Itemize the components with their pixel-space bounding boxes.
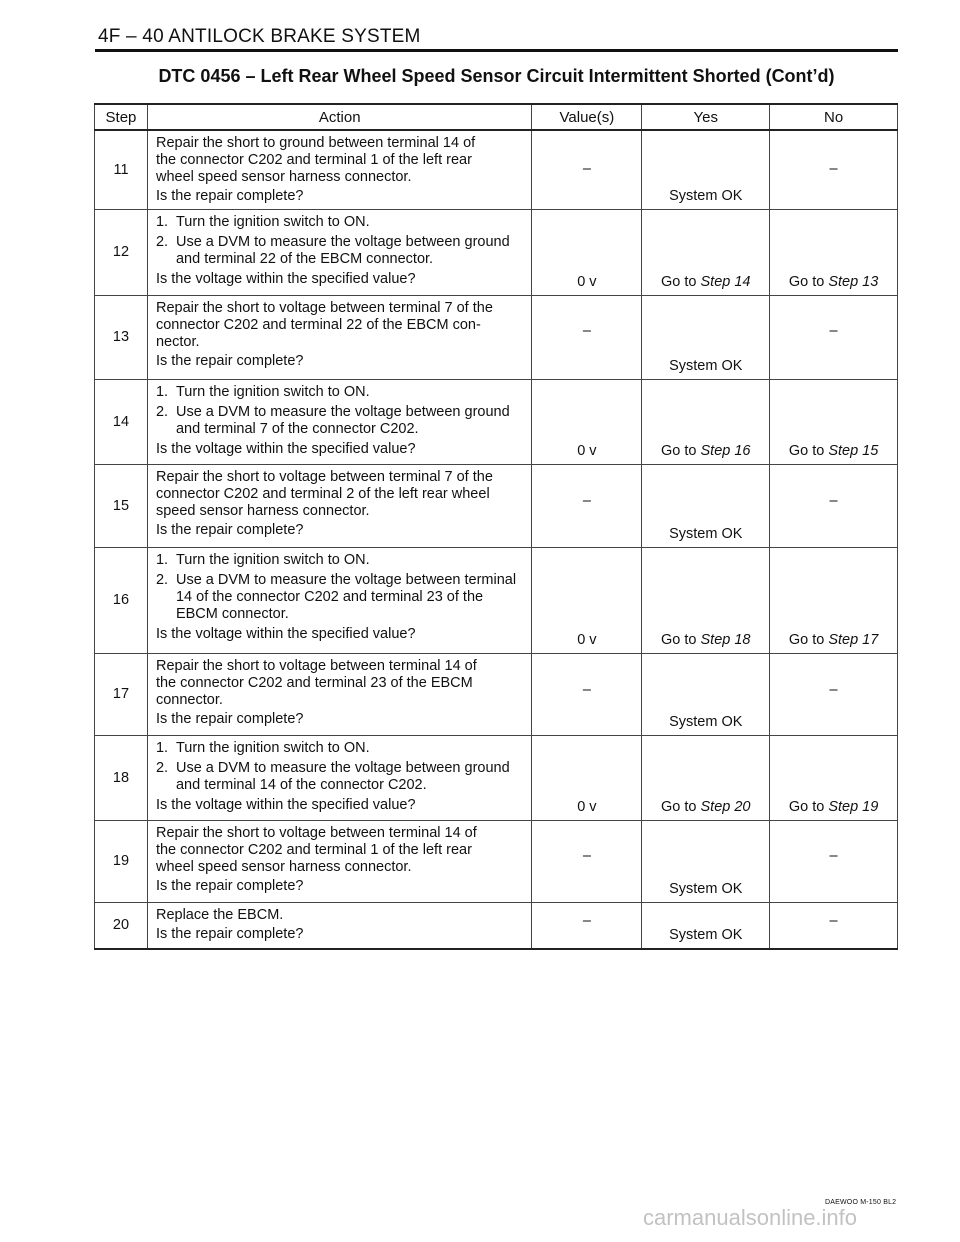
action-item-text: Use a DVM to measure the voltage between ground and terminal 7 of the connector C202. <box>175 404 510 437</box>
value-text: 0 v <box>577 632 597 648</box>
action-list-item <box>156 214 525 231</box>
table-row <box>95 296 898 380</box>
action-question: Is the repair complete? <box>155 188 304 204</box>
yes-result <box>642 927 769 944</box>
step-number: 14 <box>112 413 130 430</box>
step-number: 15 <box>112 497 130 514</box>
yes-cell <box>642 654 770 736</box>
action-list-item <box>156 384 525 401</box>
action-line: Repair the short to voltage between terminal 14 of <box>155 658 477 674</box>
step-number: 13 <box>112 329 130 345</box>
action-line: Repair the short to voltage between terminal 14 of <box>155 825 477 841</box>
value-cell <box>532 903 642 950</box>
step-number: 17 <box>112 686 130 702</box>
no-result <box>770 799 897 816</box>
no-cell-inner <box>770 548 897 653</box>
value-cell <box>532 130 642 210</box>
diagnostic-table <box>94 103 898 950</box>
step-cell-inner <box>95 296 147 379</box>
step-cell-inner <box>95 380 147 464</box>
action-question: Is the repair complete? <box>155 711 304 727</box>
action-question: Is the voltage within the specified value? <box>155 626 416 642</box>
action-cell-inner <box>148 548 531 653</box>
no-result <box>770 632 897 649</box>
no-cell <box>770 654 898 736</box>
no-result <box>770 274 897 291</box>
no-result-text: Go to <box>788 632 829 648</box>
table-row <box>95 548 898 654</box>
table-row <box>95 654 898 736</box>
yes-result-text: Go to <box>661 632 701 648</box>
yes-result <box>642 358 769 375</box>
yes-cell-inner <box>642 465 769 547</box>
step-cell <box>95 296 148 380</box>
action-cell <box>147 654 531 736</box>
page-header: 4F – 40 ANTILOCK BRAKE SYSTEM <box>98 26 421 47</box>
action-item-number: 1. <box>155 214 169 230</box>
no-result <box>770 493 897 510</box>
action-item-number: 2. <box>155 234 169 250</box>
value-cell-inner <box>532 736 641 820</box>
yes-cell-inner <box>642 210 769 295</box>
step-cell <box>95 465 148 548</box>
action-list-item <box>156 572 525 623</box>
action-line: the connector C202 and terminal 23 of the EBCM <box>155 675 473 691</box>
yes-result <box>642 632 769 649</box>
yes-cell <box>642 465 770 548</box>
action-cell <box>147 380 531 465</box>
no-cell-inner <box>770 821 897 902</box>
yes-cell-inner <box>642 654 769 735</box>
action-line: connector. <box>155 692 223 708</box>
no-step-link: Step 15 <box>828 443 879 459</box>
value-cell <box>532 465 642 548</box>
action-cell-inner <box>148 131 531 209</box>
action-item-text: Use a DVM to measure the voltage between ground and terminal 22 of the EBCM connector. <box>175 234 510 267</box>
table-row <box>95 821 898 903</box>
action-question: Is the voltage within the specified value? <box>155 271 416 287</box>
step-cell <box>95 210 148 296</box>
footer-code: DAEWOO M-150 BL2 <box>825 1199 897 1206</box>
yes-cell <box>642 380 770 465</box>
yes-result-text: System OK <box>669 927 743 943</box>
action-list-item <box>156 760 525 794</box>
column-header-values: Value(s) <box>532 104 642 130</box>
action-line: connector C202 and terminal 22 of the EBCM con- <box>155 317 481 333</box>
action-line: Replace the EBCM. <box>155 907 284 923</box>
value-text: 0 v <box>577 443 597 459</box>
value-cell-inner <box>532 131 641 209</box>
no-step-link: Step 19 <box>828 799 879 815</box>
action-cell <box>147 296 531 380</box>
table-body <box>95 130 898 949</box>
yes-cell-inner <box>642 131 769 209</box>
action-list-item <box>156 552 525 569</box>
yes-cell-inner <box>642 821 769 902</box>
step-number: 20 <box>112 917 130 933</box>
value-cell-inner <box>532 548 641 653</box>
yes-result-text: System OK <box>669 526 743 542</box>
action-line: wheel speed sensor harness connector. <box>155 169 412 185</box>
table-row <box>95 210 898 296</box>
action-cell-inner <box>148 296 531 379</box>
action-cell <box>147 903 531 950</box>
yes-cell <box>642 130 770 210</box>
no-cell-inner <box>770 654 897 735</box>
value-cell <box>532 548 642 654</box>
value-cell <box>532 210 642 296</box>
no-result-text: – <box>829 848 838 864</box>
value-cell-inner <box>532 380 641 464</box>
action-line: the connector C202 and terminal 1 of the left rear <box>155 152 472 168</box>
yes-result <box>642 188 769 205</box>
table-row <box>95 465 898 548</box>
action-item-number: 2. <box>155 760 169 776</box>
value-text: – <box>582 848 591 864</box>
step-cell-inner <box>95 821 147 902</box>
action-cell <box>147 548 531 654</box>
action-item-text: Turn the ignition switch to ON. <box>175 552 370 568</box>
step-number: 16 <box>112 592 130 608</box>
action-item-number: 1. <box>155 740 169 756</box>
step-cell-inner <box>95 548 147 653</box>
action-cell <box>147 821 531 903</box>
value-text: – <box>582 913 591 929</box>
action-question: Is the repair complete? <box>155 522 304 538</box>
action-line: Repair the short to ground between terminal 14 of <box>155 135 476 151</box>
step-cell <box>95 736 148 821</box>
table-header-row <box>95 104 898 130</box>
yes-result <box>642 799 769 816</box>
step-cell <box>95 548 148 654</box>
no-cell-inner <box>770 903 897 948</box>
action-cell-inner <box>148 380 531 464</box>
action-item-number: 1. <box>155 384 169 400</box>
yes-cell-inner <box>642 736 769 820</box>
action-cell-inner <box>148 736 531 820</box>
no-result <box>770 443 897 460</box>
no-result <box>770 161 897 178</box>
no-result-text: – <box>829 493 838 509</box>
action-line: connector C202 and terminal 2 of the left rear wheel <box>155 486 490 502</box>
step-number: 18 <box>112 769 130 786</box>
yes-result <box>642 714 769 731</box>
no-step-link: Step 13 <box>828 274 879 290</box>
value-cell <box>532 821 642 903</box>
step-cell-inner <box>95 210 147 295</box>
action-item-text: Use a DVM to measure the voltage between ground and terminal 14 of the connector C202. <box>175 760 510 793</box>
no-result <box>770 848 897 865</box>
action-cell-inner <box>148 821 531 902</box>
action-list-item <box>156 234 525 268</box>
action-question: Is the repair complete? <box>155 353 304 369</box>
yes-result-text: System OK <box>669 188 743 204</box>
value-text: – <box>582 161 591 177</box>
action-line: speed sensor harness connector. <box>155 503 370 519</box>
column-header-action: Action <box>147 104 531 130</box>
yes-step-link: Step 18 <box>700 632 751 648</box>
no-result <box>770 682 897 699</box>
column-header-yes: Yes <box>642 104 770 130</box>
action-cell <box>147 130 531 210</box>
yes-result-text: Go to <box>661 799 701 815</box>
yes-result-text: Go to <box>661 443 701 459</box>
action-item-number: 1. <box>155 552 169 568</box>
value-cell-inner <box>532 210 641 295</box>
action-cell <box>147 465 531 548</box>
no-cell <box>770 210 898 296</box>
action-item-number: 2. <box>155 572 169 588</box>
yes-result-text: System OK <box>669 881 743 897</box>
step-cell-inner <box>95 465 147 547</box>
table-row <box>95 130 898 210</box>
step-cell-inner <box>95 903 147 948</box>
action-item-text: Turn the ignition switch to ON. <box>175 214 370 230</box>
table-row <box>95 380 898 465</box>
value-cell <box>532 296 642 380</box>
no-cell-inner <box>770 210 897 295</box>
step-number: 12 <box>112 244 130 260</box>
page-title: DTC 0456 – Left Rear Wheel Speed Sensor Circuit Intermittent Shorted (Cont’d) <box>158 66 835 86</box>
no-result-text: – <box>829 323 838 339</box>
step-cell <box>95 821 148 903</box>
yes-cell-inner <box>642 296 769 379</box>
action-list-item <box>156 740 525 757</box>
yes-cell <box>642 548 770 654</box>
no-cell <box>770 465 898 548</box>
watermark: carmanualsonline.info <box>643 1205 858 1230</box>
value-cell <box>532 736 642 821</box>
action-question: Is the repair complete? <box>155 926 304 942</box>
value-text: 0 v <box>577 799 597 815</box>
action-cell-inner <box>148 903 531 948</box>
value-text: – <box>582 682 591 698</box>
yes-result <box>642 526 769 543</box>
yes-cell-inner <box>642 548 769 653</box>
yes-cell <box>642 736 770 821</box>
step-cell-inner <box>95 654 147 735</box>
no-cell-inner <box>770 380 897 464</box>
value-cell <box>532 654 642 736</box>
table-row <box>95 736 898 821</box>
yes-step-link: Step 14 <box>700 274 751 290</box>
action-question: Is the voltage within the specified value? <box>155 441 416 457</box>
no-cell <box>770 903 898 950</box>
yes-cell <box>642 296 770 380</box>
yes-cell <box>642 821 770 903</box>
action-line: Repair the short to voltage between terminal 7 of the <box>155 469 493 485</box>
no-cell-inner <box>770 131 897 209</box>
value-text: 0 v <box>577 274 597 290</box>
yes-result <box>642 443 769 460</box>
action-question: Is the repair complete? <box>155 878 304 894</box>
action-line: wheel speed sensor harness connector. <box>155 859 412 875</box>
action-item-text: Use a DVM to measure the voltage between terminal 14 of the connector C202 and terminal 23 of the EBCM connector. <box>175 572 517 622</box>
value-cell-inner <box>532 903 641 948</box>
column-header-no: No <box>770 104 898 130</box>
no-cell <box>770 296 898 380</box>
no-cell-inner <box>770 296 897 379</box>
step-cell <box>95 903 148 950</box>
no-result <box>770 323 897 340</box>
step-cell <box>95 380 148 465</box>
action-cell <box>147 210 531 296</box>
no-result-text: – <box>829 682 838 698</box>
yes-cell-inner <box>642 380 769 464</box>
value-cell-inner <box>532 465 641 547</box>
no-cell <box>770 380 898 465</box>
no-cell-inner <box>770 736 897 820</box>
action-item-text: Turn the ignition switch to ON. <box>175 384 370 400</box>
no-step-link: Step 17 <box>828 632 879 648</box>
no-result-text: – <box>829 161 838 177</box>
step-cell <box>95 654 148 736</box>
header-rule <box>95 49 898 52</box>
no-cell <box>770 736 898 821</box>
value-cell-inner <box>532 821 641 902</box>
yes-cell <box>642 903 770 950</box>
no-cell <box>770 548 898 654</box>
action-item-number: 2. <box>155 404 169 420</box>
no-cell <box>770 821 898 903</box>
value-cell-inner <box>532 296 641 379</box>
step-cell <box>95 130 148 210</box>
yes-result <box>642 881 769 898</box>
action-question: Is the voltage within the specified value? <box>155 797 416 813</box>
no-result-text: Go to <box>788 443 829 459</box>
value-text: – <box>582 323 591 339</box>
step-cell-inner <box>95 131 147 209</box>
table-row <box>95 903 898 950</box>
column-header-step: Step <box>95 104 148 130</box>
step-number: 11 <box>113 161 129 178</box>
action-list-item <box>156 404 525 438</box>
action-cell-inner <box>148 654 531 735</box>
yes-result-text: System OK <box>669 358 743 374</box>
no-result-text: Go to <box>788 274 829 290</box>
yes-result-text: System OK <box>669 714 743 730</box>
value-cell-inner <box>532 654 641 735</box>
yes-result <box>642 274 769 291</box>
yes-cell-inner <box>642 903 769 948</box>
value-cell <box>532 380 642 465</box>
action-item-text: Turn the ignition switch to ON. <box>175 740 370 756</box>
action-cell <box>147 736 531 821</box>
yes-result-text: Go to <box>661 274 701 290</box>
action-line: nector. <box>155 334 200 350</box>
action-cell-inner <box>148 465 531 547</box>
action-line: the connector C202 and terminal 1 of the left rear <box>155 842 472 858</box>
value-text: – <box>582 493 591 509</box>
no-cell-inner <box>770 465 897 547</box>
yes-cell <box>642 210 770 296</box>
no-result <box>770 913 897 930</box>
no-cell <box>770 130 898 210</box>
action-cell-inner <box>148 210 531 295</box>
yes-step-link: Step 20 <box>700 799 751 815</box>
yes-step-link: Step 16 <box>700 443 751 459</box>
no-result-text: Go to <box>788 799 829 815</box>
step-number: 19 <box>112 853 130 869</box>
no-result-text: – <box>829 913 838 929</box>
action-line: Repair the short to voltage between terminal 7 of the <box>155 300 493 316</box>
step-cell-inner <box>95 736 147 820</box>
